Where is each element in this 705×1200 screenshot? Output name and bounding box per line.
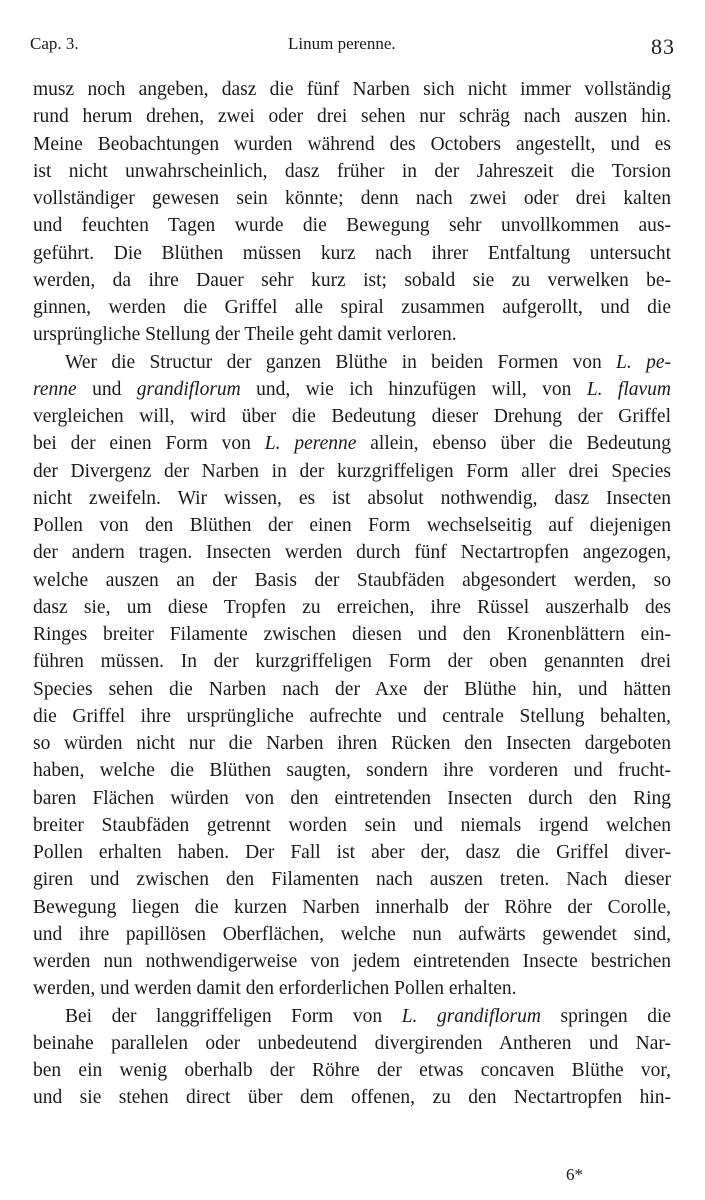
text-line: Pollen erhalten haben. Der Fall ist aber der, dasz die Griffel diver-: [33, 842, 671, 863]
text-line: Bewegung liegen die kurzen Narben innerhalb der Röhre der Corolle,: [33, 896, 671, 918]
italic-span: L. perenne: [264, 433, 357, 455]
text-line: geführt. Die Blüthen müssen kurz nach ihrer Entfaltung untersucht: [33, 242, 671, 264]
text-line: dasz sie, um diese Tropfen zu erreichen, ihre Rüssel auszerhalb des: [33, 596, 671, 618]
text-span: und, wie ich hinzufügen will, von: [240, 378, 587, 400]
text-line: beinahe parallelen oder unbedeutend divergirenden Antheren und Nar-: [33, 1032, 671, 1054]
text-line: [33, 376, 671, 403]
text-line: Meine Beobachtungen wurden während des Octobers angestellt, und es: [33, 133, 671, 155]
text-line: der Divergenz der Narben in der kurzgriffeligen Form aller drei Species: [33, 460, 671, 482]
text-span: Bei der langgriffeligen Form von: [65, 1005, 402, 1027]
text-line: und ihre papillösen Oberflächen, welche nun aufwärts gewendet sind,: [33, 923, 671, 945]
italic-span: L. pe-: [616, 351, 671, 373]
text-line: welche auszen an der Basis der Staubfäden abgesondert werden, so: [33, 569, 671, 591]
text-line: [33, 1003, 671, 1030]
signature-mark: 6*: [566, 1165, 583, 1184]
text-line: werden, da ihre Dauer sehr kurz ist; sobald sie zu verwelken be-: [33, 269, 671, 291]
italic-span: renne: [33, 378, 77, 400]
text-line: ursprüngliche Stellung der Theile geht damit verloren.: [33, 324, 457, 346]
text-span: und: [76, 378, 137, 400]
text-line: und sie stehen direct über dem offenen, zu den Nectartropfen hin-: [33, 1087, 671, 1109]
text-line: Ringes breiter Filamente zwischen diesen und den Kronenblättern ein-: [33, 624, 671, 645]
page-number: 83: [651, 34, 675, 59]
text-line: vergleichen will, wird über die Bedeutung dieser Drehung der Griffel: [33, 406, 671, 427]
text-line: musz noch angeben, dasz die fünf Narben sich nicht immer vollständig: [33, 79, 671, 100]
italic-span: L. grandiflorum: [401, 1005, 541, 1027]
text-line: werden nun nothwendigerweise von jedem eintretenden Insecte bestrichen: [33, 951, 671, 972]
text-line: ginnen, werden die Griffel alle spiral zusammen aufgerollt, und die: [33, 297, 671, 318]
text-line: Pollen von den Blüthen der einen Form wechselseitig auf diejenigen: [33, 515, 671, 536]
text-span: bei der einen Form von: [33, 433, 265, 455]
text-line: so würden nicht nur die Narben ihren Rücken den Insecten dargeboten: [33, 733, 671, 754]
text-span: Wer die Structur der ganzen Blüthe in beiden Formen von: [65, 351, 617, 373]
body-text: [33, 76, 671, 1112]
text-line: ben ein wenig oberhalb der Röhre der etwas concaven Blüthe vor,: [33, 1060, 671, 1081]
text-line: vollständiger gewesen sein könnte; denn nach zwei oder drei kalten: [33, 188, 671, 209]
text-line: werden, und werden damit den erforderlichen Pollen erhalten.: [33, 978, 517, 1000]
text-line: breiter Staubfäden getrennt worden sein und niemals irgend welchen: [33, 814, 671, 836]
text-line: giren und zwischen den Filamenten nach auszen treten. Nach dieser: [33, 869, 671, 891]
text-span: springen die: [540, 1005, 672, 1027]
text-line: ist nicht unwahrscheinlich, dasz früher in der Jahreszeit die Torsion: [33, 160, 671, 182]
text-line: rund herum drehen, zwei oder drei sehen nur schräg nach auszen hin.: [33, 106, 671, 128]
italic-span: grandiflorum: [136, 378, 241, 400]
chapter-label: Cap. 3.: [30, 34, 79, 53]
text-line: Species sehen die Narben nach der Axe der Blüthe hin, und hätten: [33, 678, 671, 700]
text-span: allein, ebenso über die Bedeutung: [356, 433, 671, 455]
italic-span: L. flavum: [586, 378, 672, 400]
text-line: haben, welche die Blüthen saugten, sondern ihre vorderen und frucht-: [33, 760, 671, 782]
text-line: der andern tragen. Insecten werden durch fünf Nectartropfen angezogen,: [33, 542, 671, 564]
text-line: [33, 349, 671, 376]
text-line: die Griffel ihre ursprüngliche aufrechte und centrale Stellung behalten,: [33, 705, 671, 727]
text-line: führen müssen. In der kurzgriffeligen Form der oben genannten drei: [33, 651, 671, 673]
text-line: [33, 430, 671, 457]
text-line: nicht zweifeln. Wir wissen, es ist absolut nothwendig, dasz Insecten: [33, 487, 671, 509]
text-line: und feuchten Tagen wurde die Bewegung sehr unvollkommen aus-: [33, 215, 671, 237]
running-header: [30, 30, 675, 60]
text-line: baren Flächen würden von den eintretenden Insecten durch den Ring: [33, 787, 671, 809]
running-title: Linum perenne.: [288, 34, 396, 53]
